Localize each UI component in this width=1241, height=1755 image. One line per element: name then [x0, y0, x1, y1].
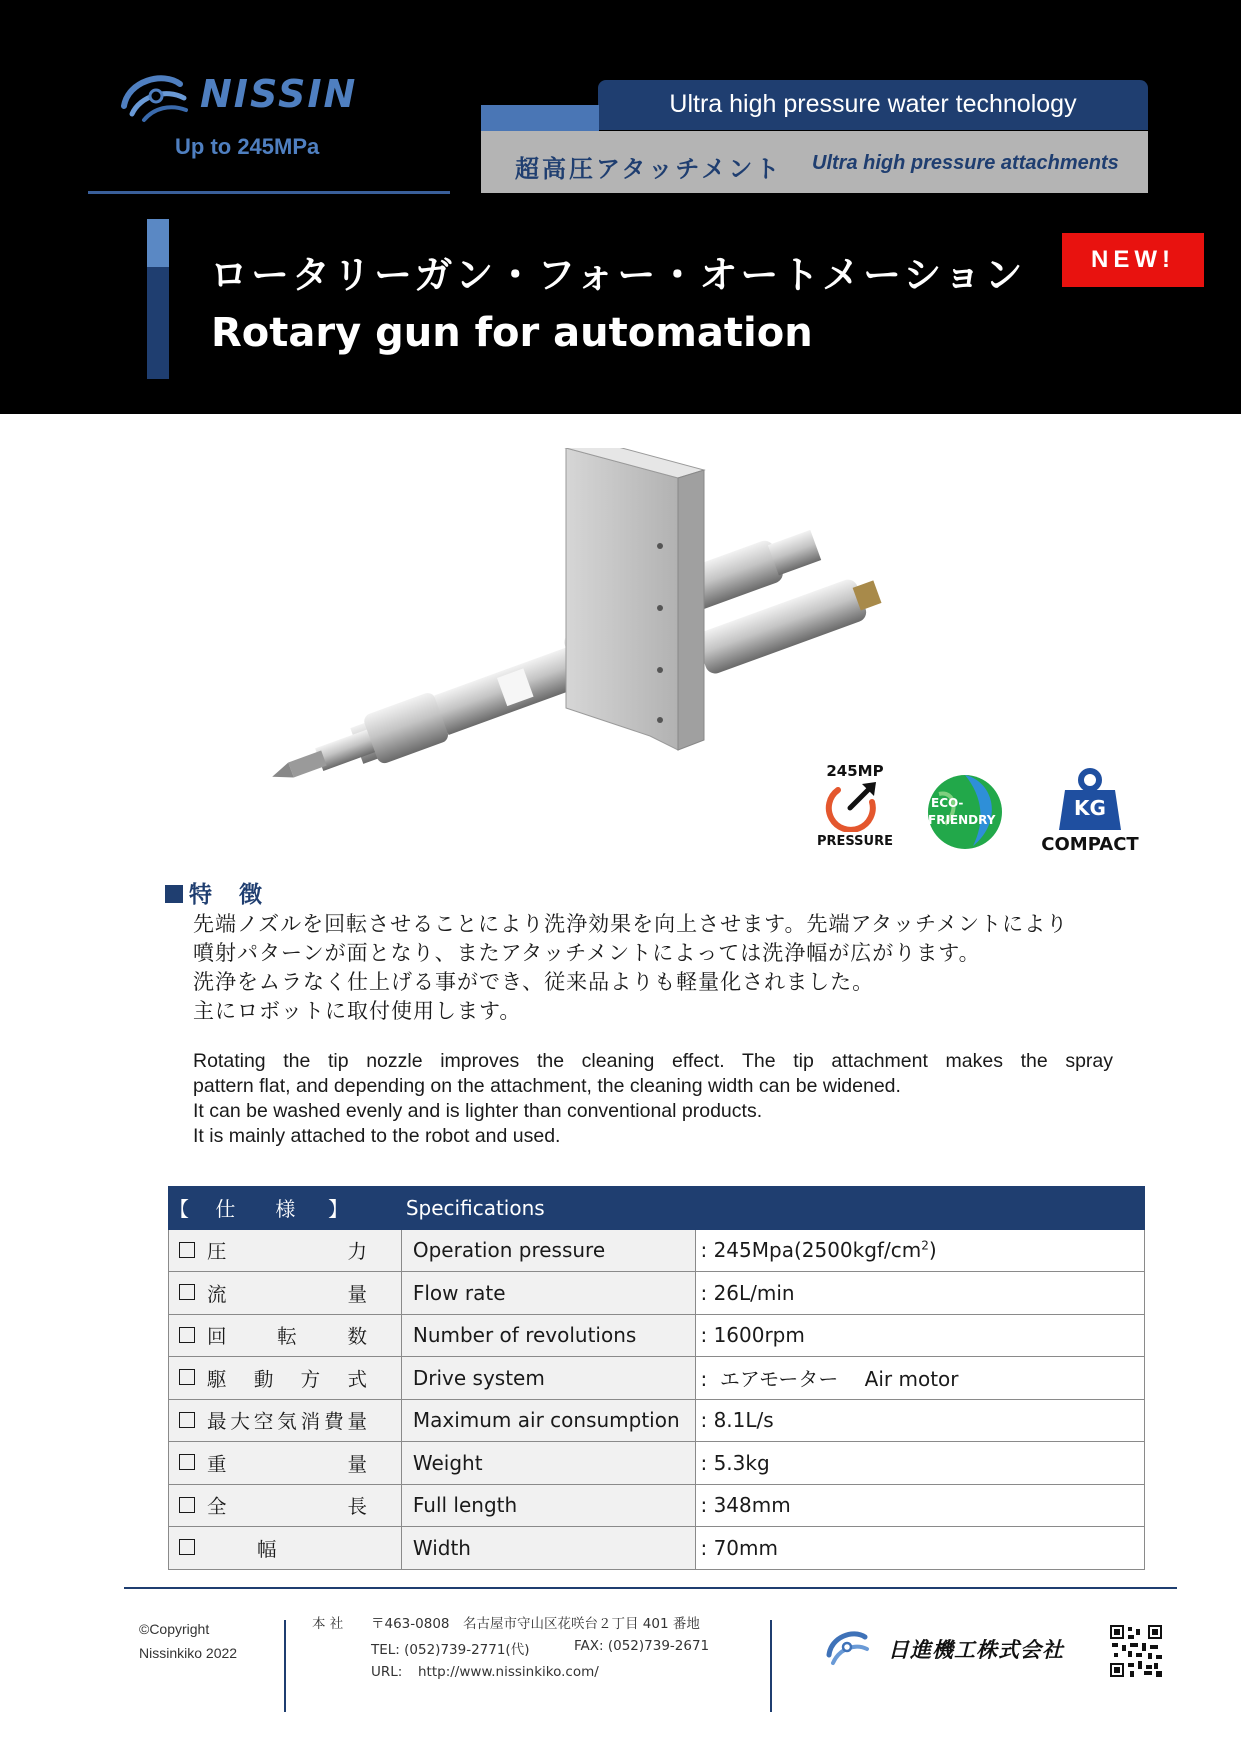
accent-block	[481, 105, 599, 131]
table-row	[169, 1272, 1145, 1315]
table-row	[169, 1357, 1145, 1400]
spec-label-jp: 全長	[207, 1495, 367, 1519]
spec-value-end: )	[928, 1238, 937, 1263]
spec-value: : 70mm	[696, 1527, 1145, 1570]
spec-label-en: Drive system	[401, 1357, 696, 1400]
url-label: URL:	[371, 1664, 403, 1680]
tel: TEL: (052)739-2771(代)	[371, 1642, 530, 1658]
feature-jp-line: 噴射パターンが面となり、またアタッチメントによっては洗浄幅が広がります。	[193, 941, 981, 965]
specifications-table	[168, 1186, 1145, 1570]
spec-value	[696, 1229, 1145, 1272]
pressure-label: PRESSURE	[816, 834, 893, 849]
table-row	[169, 1229, 1145, 1272]
spec-label-en: Maximum air consumption	[401, 1399, 696, 1442]
spec-label-en: Number of revolutions	[401, 1314, 696, 1357]
footer-vertical-divider	[770, 1620, 772, 1712]
company-logo-icon	[825, 1625, 870, 1670]
eco-globe-icon	[925, 772, 1005, 852]
spec-value: : 8.1L/s	[696, 1399, 1145, 1442]
spec-label-jp: 流量	[207, 1282, 367, 1306]
spec-value: : 5.3kg	[696, 1442, 1145, 1485]
checkbox-icon	[179, 1284, 195, 1300]
hq-label: 本 社	[312, 1616, 344, 1632]
spec-header-jp: 【 仕 様 】	[169, 1187, 402, 1230]
fax: FAX: (052)739-2671	[574, 1638, 710, 1654]
spec-value-sup: 2	[921, 1238, 929, 1253]
rotary-gun-product-image	[230, 448, 990, 798]
feature-jp-line: 主にロボットに取付使用します。	[193, 999, 522, 1023]
bullet-square-icon	[165, 885, 183, 903]
header-banner	[0, 0, 1241, 414]
feature-en-line: It is mainly attached to the robot and used.	[193, 1125, 561, 1147]
compact-badge	[1035, 768, 1145, 862]
table-row	[169, 1484, 1145, 1527]
spec-value: : 26L/min	[696, 1272, 1145, 1315]
features-heading-text: 特 徴	[189, 882, 264, 908]
spec-label-jp: 圧力	[207, 1240, 367, 1264]
pressure-tagline: Up to 245MPa	[175, 134, 320, 159]
checkbox-icon	[179, 1327, 195, 1343]
spec-header-value	[696, 1187, 1145, 1230]
copyright-line: Nissinkiko 2022	[139, 1645, 238, 1661]
new-badge: NEW!	[1062, 233, 1204, 287]
spec-label-en: Weight	[401, 1442, 696, 1485]
brand-name: NISSIN	[200, 72, 358, 116]
spec-label-en: Width	[401, 1527, 696, 1570]
spec-label-jp: 駆動方式	[207, 1367, 367, 1391]
spec-label-jp: 重量	[207, 1452, 367, 1476]
feature-en-line: pattern flat, and depending on the attachment, the cleaning width can be widened.	[193, 1075, 901, 1097]
features-heading	[165, 876, 264, 909]
qr-code-icon[interactable]	[1110, 1625, 1162, 1677]
copyright-line: ©Copyright	[139, 1621, 210, 1637]
spec-label-en: Operation pressure	[401, 1229, 696, 1272]
feature-en-line: Rotating the tip nozzle improves the cleaning effect. The tip attachment makes the spray	[193, 1050, 1113, 1072]
table-row	[169, 1399, 1145, 1442]
address: 〒463-0808 名古屋市守山区花咲台２丁目 401 番地	[371, 1616, 700, 1632]
spec-value: : 1600rpm	[696, 1314, 1145, 1357]
page-title-jp: ロータリーガン・フォー・オートメーション	[210, 253, 1026, 297]
pressure-badge	[800, 762, 910, 862]
table-row	[169, 1442, 1145, 1485]
eco-label-1: ECO-	[931, 796, 964, 810]
category-jp: 超高圧アタッチメント	[515, 155, 783, 183]
checkbox-icon	[179, 1539, 195, 1555]
checkbox-icon	[179, 1454, 195, 1470]
table-row	[169, 1527, 1145, 1570]
pressure-value: 245MP	[826, 762, 884, 780]
technology-label: Ultra high pressure water technology	[669, 90, 1077, 118]
page-title-en: Rotary gun for automation	[211, 310, 813, 356]
spec-header-en: Specifications	[401, 1187, 696, 1230]
feature-en-line: It can be washed evenly and is lighter than conventional products.	[193, 1100, 763, 1122]
eco-friendly-badge	[925, 772, 1005, 852]
spec-value-text: : 245Mpa(2500kgf/cm	[700, 1238, 922, 1263]
spec-label-jp: 幅	[257, 1537, 277, 1561]
feature-jp-line: 洗浄をムラなく仕上げる事ができ、従来品よりも軽量化されました。	[193, 970, 875, 994]
spec-value: : 348mm	[696, 1484, 1145, 1527]
title-accent	[147, 267, 169, 379]
spec-value: : エアモーター Air motor	[696, 1357, 1145, 1400]
feature-jp-line: 先端ノズルを回転させることにより洗浄効果を向上させます。先端アタッチメントにより	[193, 912, 1069, 936]
eco-label-2: FRIENDRY	[928, 813, 996, 827]
pressure-gauge-icon	[820, 780, 890, 832]
table-header-row	[169, 1187, 1145, 1230]
footer-vertical-divider	[284, 1620, 286, 1712]
spec-label-jp: 最大空気消費量	[207, 1410, 367, 1434]
checkbox-icon	[179, 1369, 195, 1385]
website-link[interactable]: http://www.nissinkiko.com/	[418, 1664, 599, 1680]
spec-label-en: Flow rate	[401, 1272, 696, 1315]
category-en: Ultra high pressure attachments	[812, 152, 1119, 174]
spec-label-en: Full length	[401, 1484, 696, 1527]
footer-divider	[124, 1587, 1177, 1589]
checkbox-icon	[179, 1242, 195, 1258]
table-row	[169, 1314, 1145, 1357]
compact-label: COMPACT	[1041, 834, 1139, 855]
checkbox-icon	[179, 1412, 195, 1428]
spec-label-jp: 回転数	[207, 1325, 367, 1349]
checkbox-icon	[179, 1497, 195, 1513]
divider	[88, 191, 450, 194]
kg-label: KG	[1074, 796, 1106, 820]
company-name: 日進機工株式会社	[888, 1638, 1064, 1662]
title-accent	[147, 219, 169, 267]
